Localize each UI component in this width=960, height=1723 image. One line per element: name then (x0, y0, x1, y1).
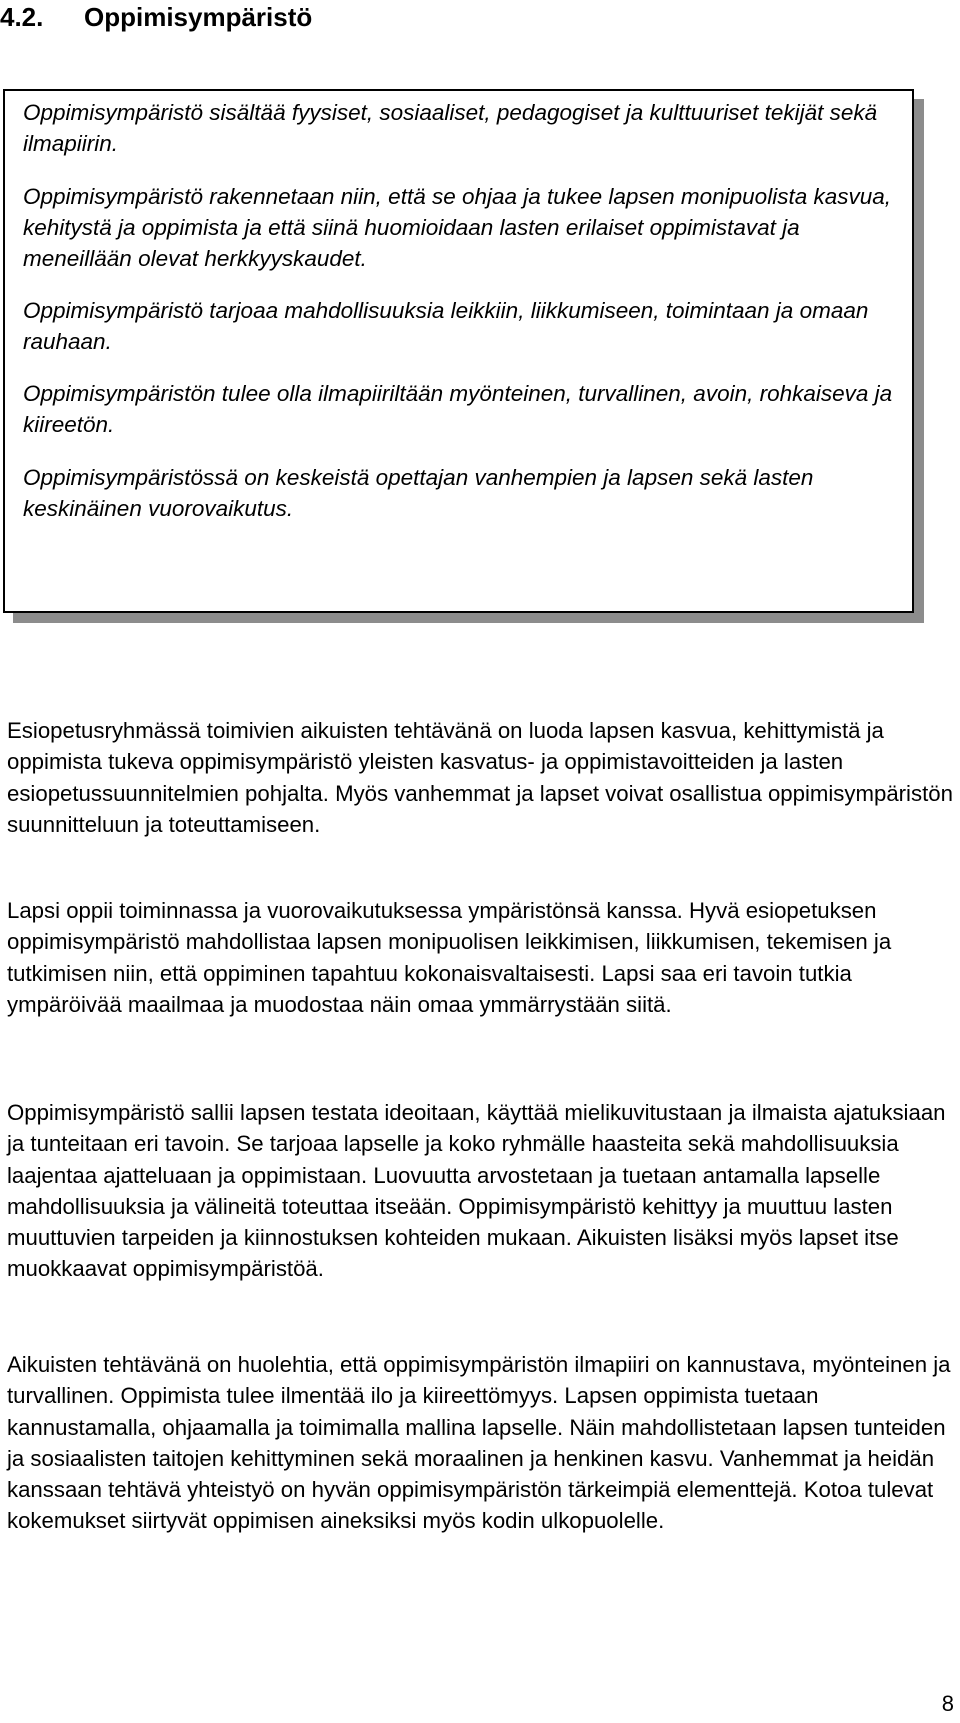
body-paragraph: Lapsi oppii toiminnassa ja vuorovaikutuksessa ympäristönsä kanssa. Hyvä esiopetuksen oppimisympäristö mahdollistaa lapsen monipuolisen leikkimisen, liikkumisen, tekemisen ja tutkimisen niin, että oppiminen tapahtuu kokonaisvaltaisesti. Lapsi saa eri tavoin tutkia ympäröivää maailmaa ja muodostaa näin omaa ymmärrystään siitä. (7, 898, 892, 1017)
section-title: Oppimisympäristö (84, 2, 313, 32)
callout-box (3, 89, 914, 613)
callout-paragraph: Oppimisympäristössä on keskeistä opettajan vanhempien ja lapsen sekä lasten keskinäinen vuorovaikutus. (23, 465, 814, 521)
body-paragraph: Esiopetusryhmässä toimivien aikuisten tehtävänä on luoda lapsen kasvua, kehittymistä ja oppimista tukeva oppimisympäristö yleisten kasvatus- ja oppimistavoitteiden ja lasten esiopetussuunnitelmien pohjalta. Myös vanhemmat ja lapset voivat osallistua oppimisympäristön suunnitteluun ja toteuttamiseen. (7, 718, 953, 837)
page-number: 8 (941, 1691, 954, 1716)
callout-paragraph: Oppimisympäristön tulee olla ilmapiiriltään myönteinen, turvallinen, avoin, rohkaiseva ja kiireetön. (23, 381, 893, 437)
section-heading (0, 0, 312, 34)
callout-paragraph: Oppimisympäristö sisältää fyysiset, sosiaaliset, pedagogiset ja kulttuuriset tekijät sekä ilmapiirin. (23, 100, 878, 156)
body-paragraph: Aikuisten tehtävänä on huolehtia, että oppimisympäristön ilmapiiri on kannustava, myönteinen ja turvallinen. Oppimista tulee ilmentää ilo ja kiireettömyys. Lapsen oppimista tuetaan kannustamalla, ohjaamalla ja toimimalla mallina lapselle. Näin mahdollistetaan lapsen tunteiden ja sosiaalisten taitojen kehittyminen sekä moraalinen ja henkinen kasvu. Vanhemmat ja heidän kanssaan tehtävä yhteistyö on hyvän oppimisympäristön tärkeimpiä elementtejä. Kotoa tulevat kokemukset siirtyvät oppimisen aineksiksi myös kodin ulkopuolelle. (7, 1352, 951, 1534)
body-paragraph: Oppimisympäristö sallii lapsen testata ideoitaan, käyttää mielikuvitustaan ja ilmaista ajatuksiaan ja tunteitaan eri tavoin. Se tarjoaa lapselle ja koko ryhmälle haasteita sekä mahdollisuuksia laajentaa ajatteluaan ja oppimistaan. Luovuutta arvostetaan ja tuetaan antamalla lapselle mahdollisuuksia ja välineitä toteuttaa itseään. Oppimisympäristö kehittyy ja muuttuu lasten muuttuvien tarpeiden ja kiinnostuksen kohteiden mukaan. Aikuisten lisäksi myös lapset itse muokkaavat oppimisympäristöä. (7, 1100, 946, 1282)
callout-paragraph: Oppimisympäristö rakennetaan niin, että se ohjaa ja tukee lapsen monipuolista kasvua, kehitystä ja oppimista ja että siinä huomioidaan lasten erilaiset oppimistavat ja meneillään olevat herkkyyskaudet. (23, 184, 891, 271)
section-number: 4.2. (0, 2, 44, 32)
callout-paragraph: Oppimisympäristö tarjoaa mahdollisuuksia leikkiin, liikkumiseen, toimintaan ja omaan rauhaan. (23, 298, 869, 354)
